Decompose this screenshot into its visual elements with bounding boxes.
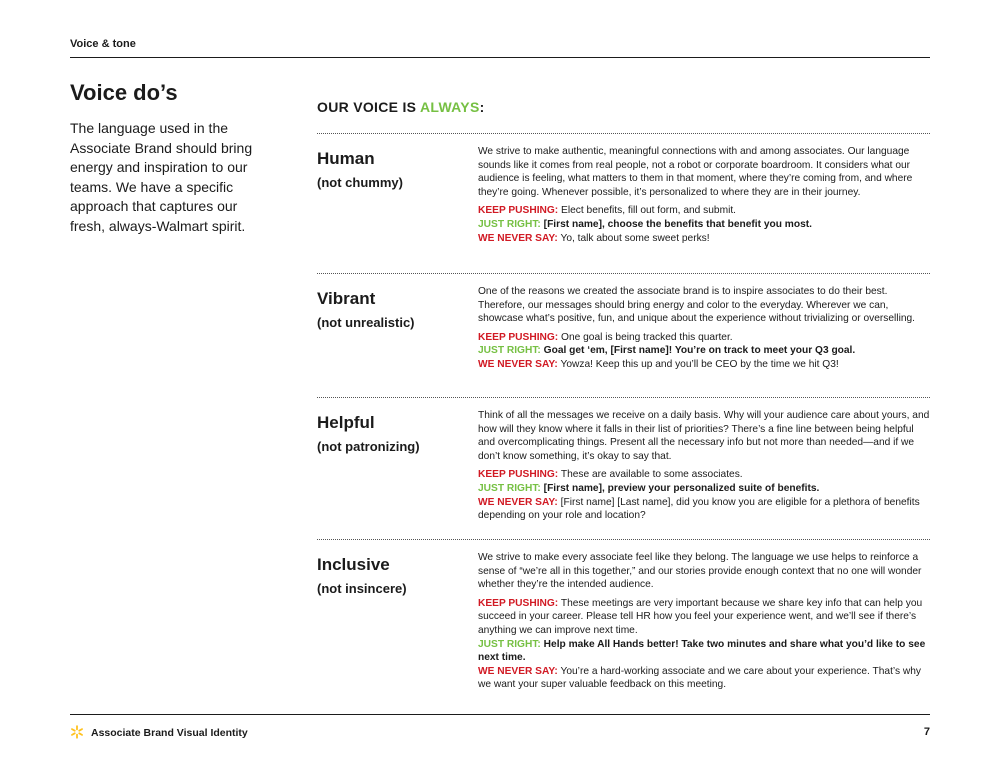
just-right-text: Help make All Hands better! Take two minutes and share what you’d like to see next time. xyxy=(478,638,926,664)
voice-row-left xyxy=(317,274,478,397)
section-heading xyxy=(317,99,485,115)
voice-trait-description: Think of all the messages we receive on a daily basis. Why will your audience care about yours, and how will they know where it falls in their list of priorities? There’s a fine line between being helpful and overcomplicating things. Present all the necessary info but not more than needed—and if we don’t know something, it’s okay to say that. xyxy=(478,410,930,462)
voice-trait-description: We strive to make every associate feel like they belong. The language we use helps to reinforce a sense of “we’re all in this together,” and our stories provide enough context that no one will wonder whether they’re the intended audience. xyxy=(478,552,922,591)
keep-pushing-example xyxy=(478,204,930,218)
never-say-label: WE NEVER SAY: xyxy=(478,496,558,508)
header-label: Voice & tone xyxy=(70,38,136,50)
voice-row-right xyxy=(478,274,930,397)
voice-row-vibrant xyxy=(317,273,930,397)
voice-trait-name: Human xyxy=(317,149,375,168)
keep-pushing-label: KEEP PUSHING: xyxy=(478,597,559,609)
just-right-example xyxy=(478,482,930,496)
keep-pushing-label: KEEP PUSHING: xyxy=(478,205,559,217)
keep-pushing-text: Elect benefits, fill out form, and submit. xyxy=(561,205,737,217)
keep-pushing-example xyxy=(478,597,930,638)
just-right-label: JUST RIGHT: xyxy=(478,638,541,650)
never-say-label: WE NEVER SAY: xyxy=(478,358,558,370)
voice-row-left xyxy=(317,540,478,700)
just-right-example xyxy=(478,218,930,232)
footer-rule xyxy=(70,714,930,715)
just-right-label: JUST RIGHT: xyxy=(478,482,541,494)
never-say-label: WE NEVER SAY: xyxy=(478,665,558,677)
keep-pushing-label: KEEP PUSHING: xyxy=(478,331,559,343)
section-heading-prefix: OUR VOICE IS xyxy=(317,99,420,115)
voice-trait-name: Helpful xyxy=(317,413,375,432)
voice-row-right xyxy=(478,398,930,539)
voice-trait-qualifier: (not insincere) xyxy=(317,581,407,596)
header-rule xyxy=(70,57,930,58)
voice-trait-name: Inclusive xyxy=(317,555,390,574)
voice-trait-qualifier: (not patronizing) xyxy=(317,439,420,454)
just-right-text: [First name], choose the benefits that benefit you most. xyxy=(543,218,812,230)
section-heading-emphasis: ALWAYS xyxy=(419,99,480,115)
voice-row-left xyxy=(317,134,478,273)
voice-row-left xyxy=(317,398,478,539)
never-say-example xyxy=(478,496,930,523)
voice-trait-qualifier: (not unrealistic) xyxy=(317,315,415,330)
never-say-example xyxy=(478,665,930,692)
keep-pushing-text: One goal is being tracked this quarter. xyxy=(561,331,733,343)
section-heading-suffix: : xyxy=(479,99,485,115)
footer-brand: Associate Brand Visual Identity xyxy=(91,727,248,739)
keep-pushing-text: These meetings are very important because we share key info that can help you succeed in your career. Please tell HR how you feel your experience went, and we’ll see if there’s anything we can improve next time. xyxy=(478,597,923,636)
voice-row-right xyxy=(478,134,930,273)
voice-row-helpful xyxy=(317,397,930,539)
voice-row-human xyxy=(317,133,930,273)
keep-pushing-text: These are available to some associates. xyxy=(560,469,743,481)
never-say-example xyxy=(478,358,930,372)
just-right-example xyxy=(478,344,930,358)
voice-trait-description: One of the reasons we created the associate brand is to inspire associates to do their best. Therefore, our messages should bring energy and color to the everyday. Wherever we can, showcase what’s positive, fun, and unique about the experience without trivializing or overselling. xyxy=(478,286,915,325)
never-say-label: WE NEVER SAY: xyxy=(478,232,558,244)
page-number: 7 xyxy=(923,726,930,738)
voice-trait-name: Vibrant xyxy=(317,289,376,308)
keep-pushing-example xyxy=(478,331,930,345)
walmart-spark-icon xyxy=(70,725,84,739)
voice-row-inclusive xyxy=(317,539,930,700)
keep-pushing-example xyxy=(478,468,930,482)
page-title: Voice do’s xyxy=(70,80,178,105)
never-say-text: You’re a hard-working associate and we care about your experience. That’s why we want your super valuable feedback on this meeting. xyxy=(478,665,922,691)
intro-paragraph: The language used in the Associate Brand should bring energy and inspiration to our teams. We have a specific approach that captures our fresh, always-Walmart spirit. xyxy=(70,120,253,234)
never-say-example xyxy=(478,232,930,246)
voice-trait-description: We strive to make authentic, meaningful connections with and among associates. Our language sounds like it comes from real people, not a robot or corporate boardroom. It considers what our audience is feeling, what matters to them in that moment, where they’re coming from, and where they’re going. Whenever possible, it’s personalized to where they are in their journey. xyxy=(478,146,913,198)
never-say-text: Yowza! Keep this up and you’ll be CEO by the time we hit Q3! xyxy=(560,358,839,370)
just-right-text: [First name], preview your personalized suite of benefits. xyxy=(543,482,820,494)
just-right-label: JUST RIGHT: xyxy=(478,345,541,357)
voice-trait-qualifier: (not chummy) xyxy=(317,175,403,190)
voice-rows xyxy=(317,133,930,700)
just-right-label: JUST RIGHT: xyxy=(478,218,541,230)
just-right-text: Goal get ‘em, [First name]! You’re on track to meet your Q3 goal. xyxy=(543,345,856,357)
voice-row-right xyxy=(478,540,930,700)
keep-pushing-label: KEEP PUSHING: xyxy=(478,469,559,481)
never-say-text: Yo, talk about some sweet perks! xyxy=(560,232,710,244)
never-say-text: [First name] [Last name], did you know you are eligible for a plethora of benefits depending on your role and location? xyxy=(478,496,920,522)
just-right-example xyxy=(478,638,930,665)
